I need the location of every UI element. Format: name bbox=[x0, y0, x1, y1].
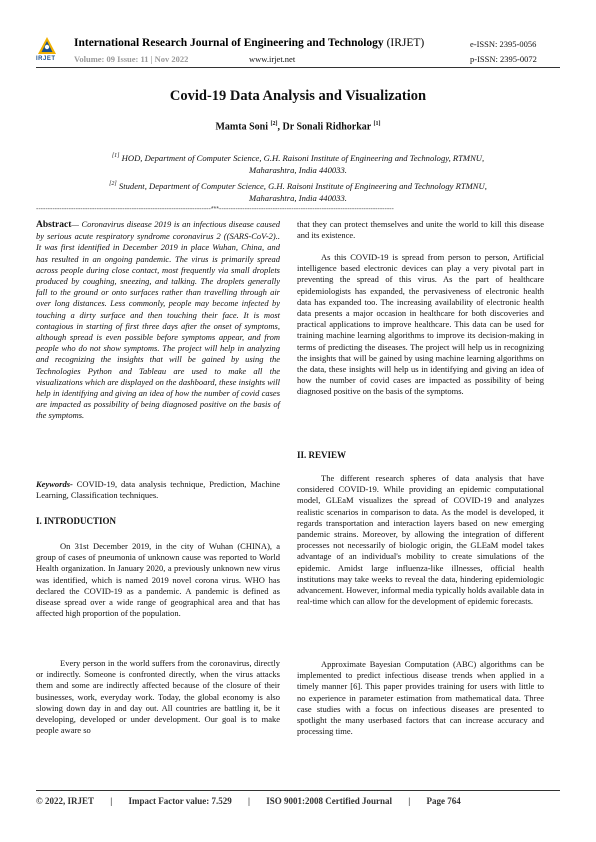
footer-divider: | bbox=[110, 796, 113, 806]
affiliation-1 bbox=[40, 150, 556, 177]
paragraph-text: that they can protect themselves and unite the world to kill this disease and its existence. bbox=[297, 219, 544, 241]
affiliation-text: Maharashtra, India 440033. bbox=[249, 193, 347, 204]
irjet-logo-icon bbox=[36, 36, 58, 56]
header-rule bbox=[36, 67, 560, 68]
paragraph-text: As this COVID-19 is spread from person to person, Artificial intelligence based electronic devices can play a very pivotal part in preventing the spread of this virus. As the part of healthcare epidemiologists has expanded, the pervasiveness of electronic health data has expanded too. The increasing availability of electronic health data presents a major occasion in healthcare for both discoveries and practical applications to improve healthcare. This data can be used for training machine learning algorithms to improve its decision-making in terms of predicting the diseases. The project will help us in recognizing the insights that will be gained by using machine learning algorithms on the data, these insights will help us in identifying and giving an idea of how the number of covid cases are impacted as possibility of being diagnosed positive on the basis of the symptoms. bbox=[297, 252, 544, 397]
author-name: Dr Sonali Ridhorkar bbox=[282, 121, 372, 133]
pissn: p-ISSN: 2395-0072 bbox=[470, 54, 537, 64]
journal-title: International Research Journal of Engineering and Technology bbox=[74, 37, 384, 49]
affiliation-text: Maharashtra, India 440033. bbox=[249, 165, 347, 176]
paper-title: Covid-19 Data Analysis and Visualization bbox=[169, 88, 427, 104]
continued-paragraph bbox=[297, 219, 544, 241]
author-mark: [1] bbox=[373, 121, 381, 127]
intro-paragraph-3 bbox=[297, 252, 544, 398]
page-footer bbox=[36, 796, 560, 806]
paragraph-text: The different research spheres of data analysis that have considered COVID-19. While providing an epidemic computational model, GLEaM visualizes the spread of COVID-19 and analyzes realistic scenarios in comparison to data. As the model is developed, it regards transportation and interaction layers based on new emerging pandemic strains. Moreover, by allowing the integration of different processes not necessarily of biologic origin, the GLEaM model takes advantage of an individual's mobility to create simulations of the epidemic. Amidst large influenza-like illnesses, official health institutions may take weeks to reveal the data, hindering epidemiologic advancement. However, informal media typically holds available data in real-time which can allow for the development of epidemic forecasts. bbox=[297, 473, 544, 607]
affiliation-text: HOD, Department of Computer Science, G.H. Raisoni Institute of Engineering and Technology, RTMNU, bbox=[119, 152, 485, 163]
footer-iso: ISO 9001:2008 Certified Journal bbox=[266, 796, 393, 806]
intro-paragraph-2 bbox=[36, 658, 280, 736]
abstract-text: — Coronavirus disease 2019 is an infectious disease caused by serious acute respiratory syndrome coronavirus 2 ((SARS-CoV-2).. It was first identified in December 2019 in place Wuhan, China, and has resulted in an ongoing pandemic. The virus is primarily spread across people during close contact, most frequently via small droplets produced by coughing, sneezing, and talking. The droplets generally fall to the ground or onto surfaces rather than travelling through air over long distances. Less commonly, people may become infected by touching a dirty surface and then touching their face. It is most contagious in starting of first three days after the onset of symptoms, although spread is even possible before symptoms appear, and from people who do not show symptoms. The project will help in analyzing and recognizing the insights that will be gained by using the Technologies Python and Tableau are used to make all the visualizations which are displayed on the dashboard, these insights will help in identifying and giving an idea of how the number of covid cases are impacted as possibility of being diagnosed positive on the basis of the symptoms. bbox=[36, 219, 280, 421]
logo-text: IRJET bbox=[36, 56, 56, 62]
paragraph-text: Every person in the world suffers from the coronavirus, directly or indirectly. Someone is confronted directly, when the virus attacks them and some are indirectly affected because of the closure of their businesses, work, everyday work. Today, the global economy is also slowing down day in and day out. All countries are battling it, be it developing, developed or under development. Our goal is to make people aware so bbox=[36, 658, 280, 736]
section-heading-review: II. REVIEW bbox=[297, 450, 347, 460]
paragraph-text: On 31st December 2019, in the city of Wuhan (CHINA), a group of cases of pneumonia of unknown cause was reported to World Health organization. In January 2020, a previously unknown new virus was identified, which is named 2019 novel corona virus. WHO has declared the COVID-19 as a pandemic. A pandemic is defined as disease spread over a wide range of geographical area and that has affected high proportion of the population. bbox=[36, 541, 280, 619]
footer-impact-factor: Impact Factor value: 7.529 bbox=[128, 796, 232, 806]
affiliation-mark: [1] bbox=[111, 153, 120, 159]
footer-copyright: © 2022, IRJET bbox=[36, 796, 94, 806]
affiliation-text: Student, Department of Computer Science, G.H. Raisoni Institute of Engineering and Technology RTMNU, bbox=[116, 180, 487, 191]
keywords-text: COVID-19, data analysis technique, Prediction, Machine Learning, Classification techniques. bbox=[36, 479, 280, 501]
affiliation-mark: [2] bbox=[109, 181, 117, 187]
journal-code: (IRJET) bbox=[386, 37, 425, 49]
footer-divider: | bbox=[408, 796, 411, 806]
review-paragraph-2 bbox=[297, 659, 544, 737]
volume-issue: Volume: 09 Issue: 11 | Nov 2022 bbox=[74, 54, 189, 64]
author-list bbox=[0, 121, 596, 132]
journal-website-link[interactable]: www.irjet.net bbox=[249, 54, 296, 64]
abstract-label: Abstract bbox=[36, 220, 72, 230]
author-mark: [2] bbox=[270, 121, 278, 127]
page-number: Page 764 bbox=[426, 796, 461, 806]
author-name: Mamta Soni bbox=[215, 121, 268, 133]
keywords-label: Keywords- bbox=[36, 479, 73, 489]
eissn: e-ISSN: 2395-0056 bbox=[470, 39, 537, 49]
journal-name bbox=[74, 37, 424, 49]
footer-rule bbox=[36, 790, 560, 791]
section-heading-introduction: I. INTRODUCTION bbox=[36, 516, 117, 526]
section-separator: ---------------------------------------------------------------------------***--------------------------------------------------------------------------- bbox=[36, 206, 394, 213]
footer-divider: | bbox=[248, 796, 251, 806]
intro-paragraph-1 bbox=[36, 541, 280, 619]
affiliation-2 bbox=[40, 178, 556, 205]
keywords bbox=[36, 479, 280, 501]
paragraph-text: Approximate Bayesian Computation (ABC) algorithms can be implemented to predict infectious disease trends when applied in a timely manner [6]. This paper provides training for users with little to no experience in parameter estimation from mathematical data. Three case studies with a focus on infectious diseases are presented to spotlight the many userbased factors that can increase accuracy and processing time. bbox=[297, 659, 544, 737]
abstract bbox=[36, 219, 280, 422]
author-separator: , bbox=[277, 121, 283, 133]
review-paragraph-1 bbox=[297, 473, 544, 607]
